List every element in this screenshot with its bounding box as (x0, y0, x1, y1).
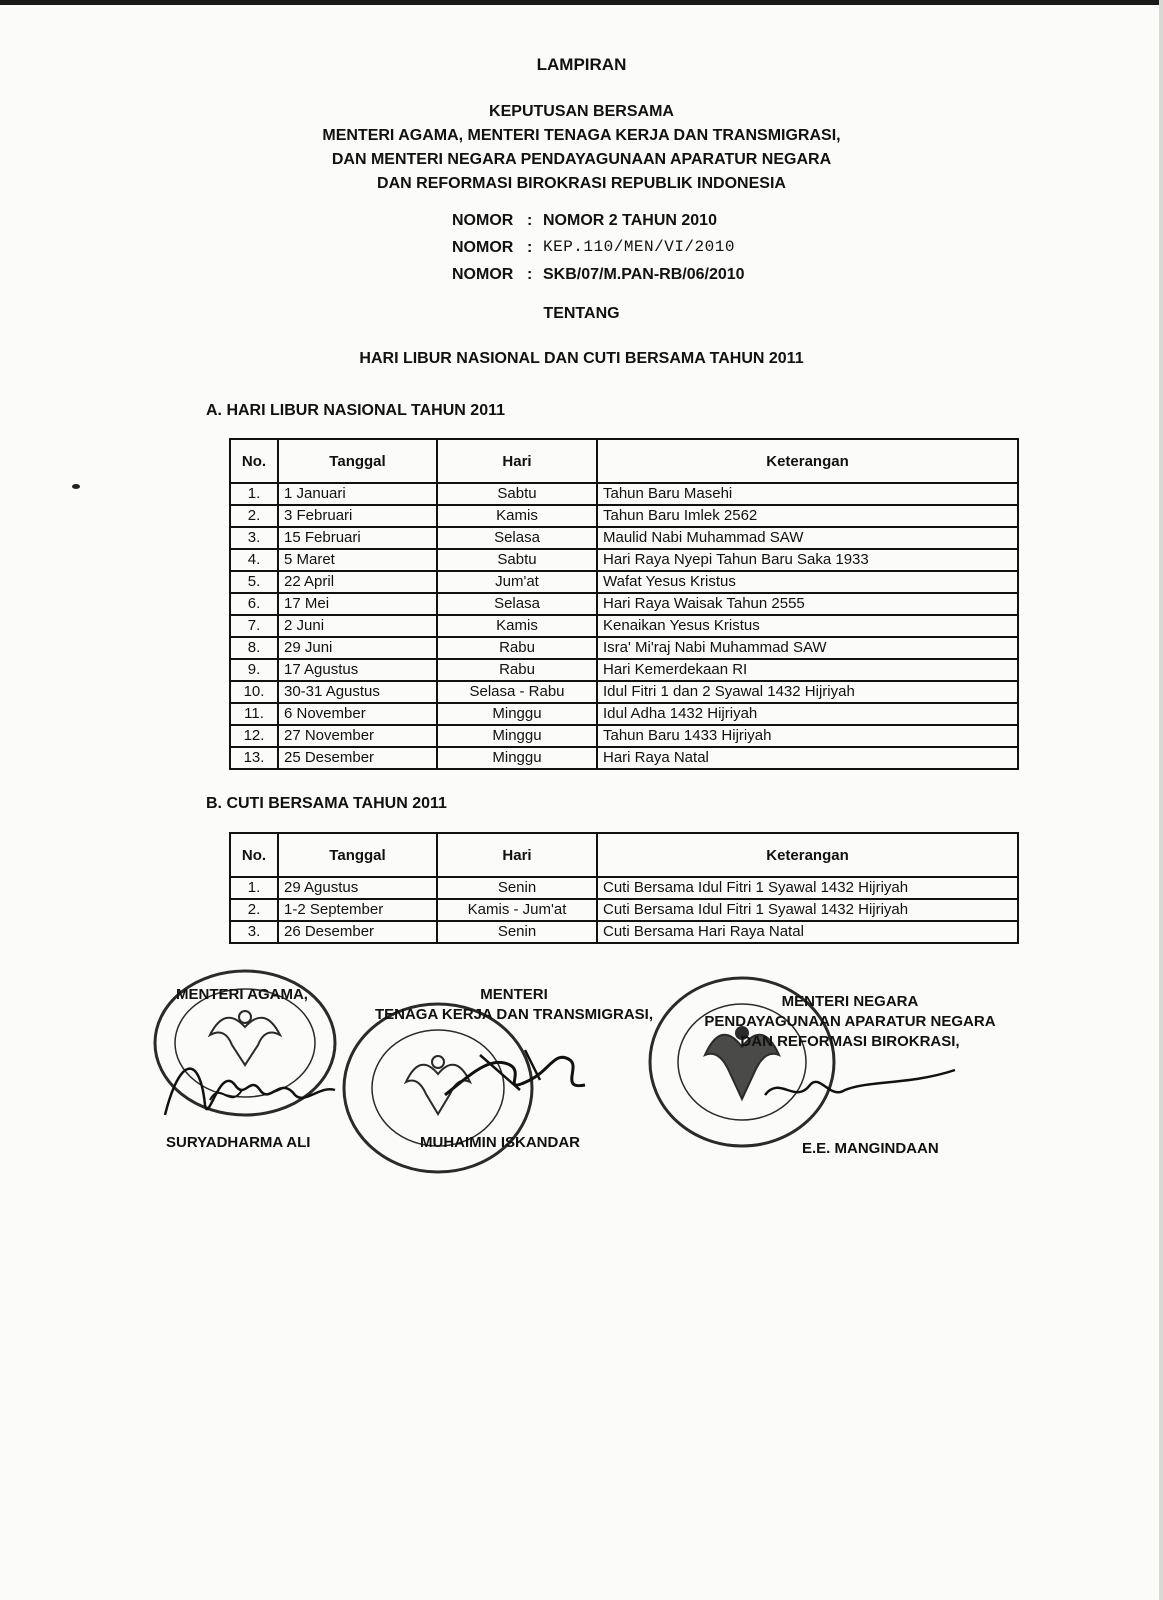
cell-tanggal: 1-2 September (278, 899, 437, 921)
cell-tanggal: 2 Juni (278, 615, 437, 637)
cell-tanggal: 25 Desember (278, 747, 437, 769)
scan-edge (0, 0, 1163, 5)
table-row (230, 637, 1018, 659)
cell-keterangan: Tahun Baru 1433 Hijriyah (597, 725, 1018, 747)
cell-no: 13. (230, 747, 278, 769)
nomor-label: NOMOR (452, 239, 514, 256)
cell-keterangan: Cuti Bersama Idul Fitri 1 Syawal 1432 Hijriyah (597, 899, 1018, 921)
cell-keterangan: Isra' Mi'raj Nabi Muhammad SAW (597, 637, 1018, 659)
signatory-title-line: TENAGA KERJA DAN TRANSMIGRASI, (374, 1006, 654, 1023)
cell-keterangan: Hari Kemerdekaan RI (597, 659, 1018, 681)
signature-panrb (760, 1055, 960, 1130)
table-row (230, 659, 1018, 681)
tentang-label: TENTANG (543, 305, 620, 322)
cell-tanggal: 22 April (278, 571, 437, 593)
cell-keterangan: Idul Adha 1432 Hijriyah (597, 703, 1018, 725)
cell-no: 10. (230, 681, 278, 703)
table-row (230, 571, 1018, 593)
cell-hari: Kamis - Jum'at (437, 899, 597, 921)
column-header-no: No. (230, 833, 278, 877)
signature-naker (440, 1035, 590, 1120)
cell-tanggal: 26 Desember (278, 921, 437, 943)
cell-hari: Sabtu (437, 549, 597, 571)
table-row (230, 593, 1018, 615)
signatory-title (364, 985, 664, 1025)
column-header-tanggal: Tanggal (278, 833, 437, 877)
cell-hari: Sabtu (437, 483, 597, 505)
cell-no: 9. (230, 659, 278, 681)
cell-tanggal: 1 Januari (278, 483, 437, 505)
nomor-value: SKB/07/M.PAN-RB/06/2010 (543, 266, 745, 283)
cell-hari: Senin (437, 877, 597, 899)
cell-tanggal: 17 Mei (278, 593, 437, 615)
table-row (230, 483, 1018, 505)
collective-leave-table (229, 832, 1019, 944)
cell-no: 12. (230, 725, 278, 747)
cell-keterangan: Tahun Baru Masehi (597, 483, 1018, 505)
cell-hari: Minggu (437, 747, 597, 769)
table-body (230, 877, 1018, 943)
cell-tanggal: 5 Maret (278, 549, 437, 571)
cell-tanggal: 29 Juni (278, 637, 437, 659)
cell-hari: Minggu (437, 703, 597, 725)
table-row (230, 681, 1018, 703)
table-header-row (230, 439, 1018, 483)
cell-hari: Selasa (437, 527, 597, 549)
signatory-title (172, 985, 312, 1005)
cell-hari: Rabu (437, 637, 597, 659)
table-row (230, 725, 1018, 747)
cell-hari: Kamis (437, 615, 597, 637)
signatory-name: SURYADHARMA ALI (166, 1134, 311, 1151)
national-holidays-table (229, 438, 1019, 770)
column-header-keterangan: Keterangan (597, 833, 1018, 877)
cell-no: 7. (230, 615, 278, 637)
cell-tanggal: 15 Februari (278, 527, 437, 549)
cell-hari: Minggu (437, 725, 597, 747)
column-header-keterangan: Keterangan (597, 439, 1018, 483)
decree-line: MENTERI AGAMA, MENTERI TENAGA KERJA DAN TRANSMIGRASI, (322, 127, 841, 144)
cell-tanggal: 29 Agustus (278, 877, 437, 899)
nomor-label: NOMOR (452, 266, 514, 283)
signatory-name: MUHAIMIN ISKANDAR (420, 1134, 580, 1151)
table-row (230, 549, 1018, 571)
cell-no: 3. (230, 921, 278, 943)
cell-no: 2. (230, 505, 278, 527)
cell-no: 6. (230, 593, 278, 615)
column-header-no: No. (230, 439, 278, 483)
table-row (230, 527, 1018, 549)
cell-no: 1. (230, 483, 278, 505)
column-header-hari: Hari (437, 439, 597, 483)
cell-keterangan: Hari Raya Natal (597, 747, 1018, 769)
signatory-title-line: MENTERI (480, 986, 548, 1003)
nomor-colon: : (527, 212, 533, 229)
cell-no: 11. (230, 703, 278, 725)
table-header-row (230, 833, 1018, 877)
cell-no: 8. (230, 637, 278, 659)
cell-hari: Jum'at (437, 571, 597, 593)
topic-title: HARI LIBUR NASIONAL DAN CUTI BERSAMA TAHUN 2011 (359, 350, 804, 367)
nomor-row (452, 261, 745, 288)
table-row (230, 899, 1018, 921)
signatory-title-line: DAN REFORMASI BIROKRASI, (740, 1033, 960, 1050)
cell-tanggal: 30-31 Agustus (278, 681, 437, 703)
cell-hari: Rabu (437, 659, 597, 681)
cell-hari: Selasa - Rabu (437, 681, 597, 703)
cell-tanggal: 3 Februari (278, 505, 437, 527)
table-body (230, 483, 1018, 769)
cell-keterangan: Hari Raya Waisak Tahun 2555 (597, 593, 1018, 615)
cell-keterangan: Idul Fitri 1 dan 2 Syawal 1432 Hijriyah (597, 681, 1018, 703)
nomor-block (452, 207, 745, 288)
cell-tanggal: 6 November (278, 703, 437, 725)
decree-line: DAN REFORMASI BIROKRASI REPUBLIK INDONESIA (377, 175, 786, 192)
signatory-title-line: MENTERI NEGARA (781, 993, 919, 1010)
table-row (230, 747, 1018, 769)
decree-line: KEPUTUSAN BERSAMA (489, 103, 674, 120)
cell-hari: Kamis (437, 505, 597, 527)
cell-keterangan: Tahun Baru Imlek 2562 (597, 505, 1018, 527)
column-header-tanggal: Tanggal (278, 439, 437, 483)
section-b-title: B. CUTI BERSAMA TAHUN 2011 (206, 795, 447, 812)
decree-heading (0, 100, 1163, 196)
signatory-title-line: MENTERI AGAMA, (176, 986, 308, 1003)
cell-no: 4. (230, 549, 278, 571)
table-row (230, 921, 1018, 943)
cell-keterangan: Wafat Yesus Kristus (597, 571, 1018, 593)
table-row (230, 505, 1018, 527)
table-row (230, 877, 1018, 899)
nomor-row (452, 234, 745, 261)
nomor-colon: : (527, 239, 533, 256)
nomor-row (452, 207, 745, 234)
section-a-title: A. HARI LIBUR NASIONAL TAHUN 2011 (206, 402, 505, 419)
scan-speck (72, 484, 80, 489)
cell-keterangan: Hari Raya Nyepi Tahun Baru Saka 1933 (597, 549, 1018, 571)
cell-no: 3. (230, 527, 278, 549)
cell-keterangan: Kenaikan Yesus Kristus (597, 615, 1018, 637)
cell-no: 5. (230, 571, 278, 593)
cell-keterangan: Cuti Bersama Hari Raya Natal (597, 921, 1018, 943)
nomor-label: NOMOR (452, 212, 514, 229)
signature-agama (160, 1045, 340, 1130)
cell-no: 1. (230, 877, 278, 899)
cell-hari: Senin (437, 921, 597, 943)
cell-tanggal: 27 November (278, 725, 437, 747)
table-row (230, 703, 1018, 725)
signatory-title (700, 992, 1000, 1052)
decree-line: DAN MENTERI NEGARA PENDAYAGUNAAN APARATUR NEGARA (331, 151, 832, 168)
nomor-value: KEP.110/MEN/VI/2010 (543, 238, 735, 256)
signatory-name: E.E. MANGINDAAN (802, 1140, 939, 1157)
cell-no: 2. (230, 899, 278, 921)
cell-keterangan: Cuti Bersama Idul Fitri 1 Syawal 1432 Hijriyah (597, 877, 1018, 899)
nomor-value: NOMOR 2 TAHUN 2010 (543, 212, 717, 229)
lampiran-title: LAMPIRAN (536, 55, 627, 74)
cell-tanggal: 17 Agustus (278, 659, 437, 681)
cell-hari: Selasa (437, 593, 597, 615)
cell-keterangan: Maulid Nabi Muhammad SAW (597, 527, 1018, 549)
nomor-colon: : (527, 266, 533, 283)
column-header-hari: Hari (437, 833, 597, 877)
table-row (230, 615, 1018, 637)
scan-edge-right (1159, 0, 1163, 1600)
signatory-title-line: PENDAYAGUNAAN APARATUR NEGARA (704, 1013, 996, 1030)
